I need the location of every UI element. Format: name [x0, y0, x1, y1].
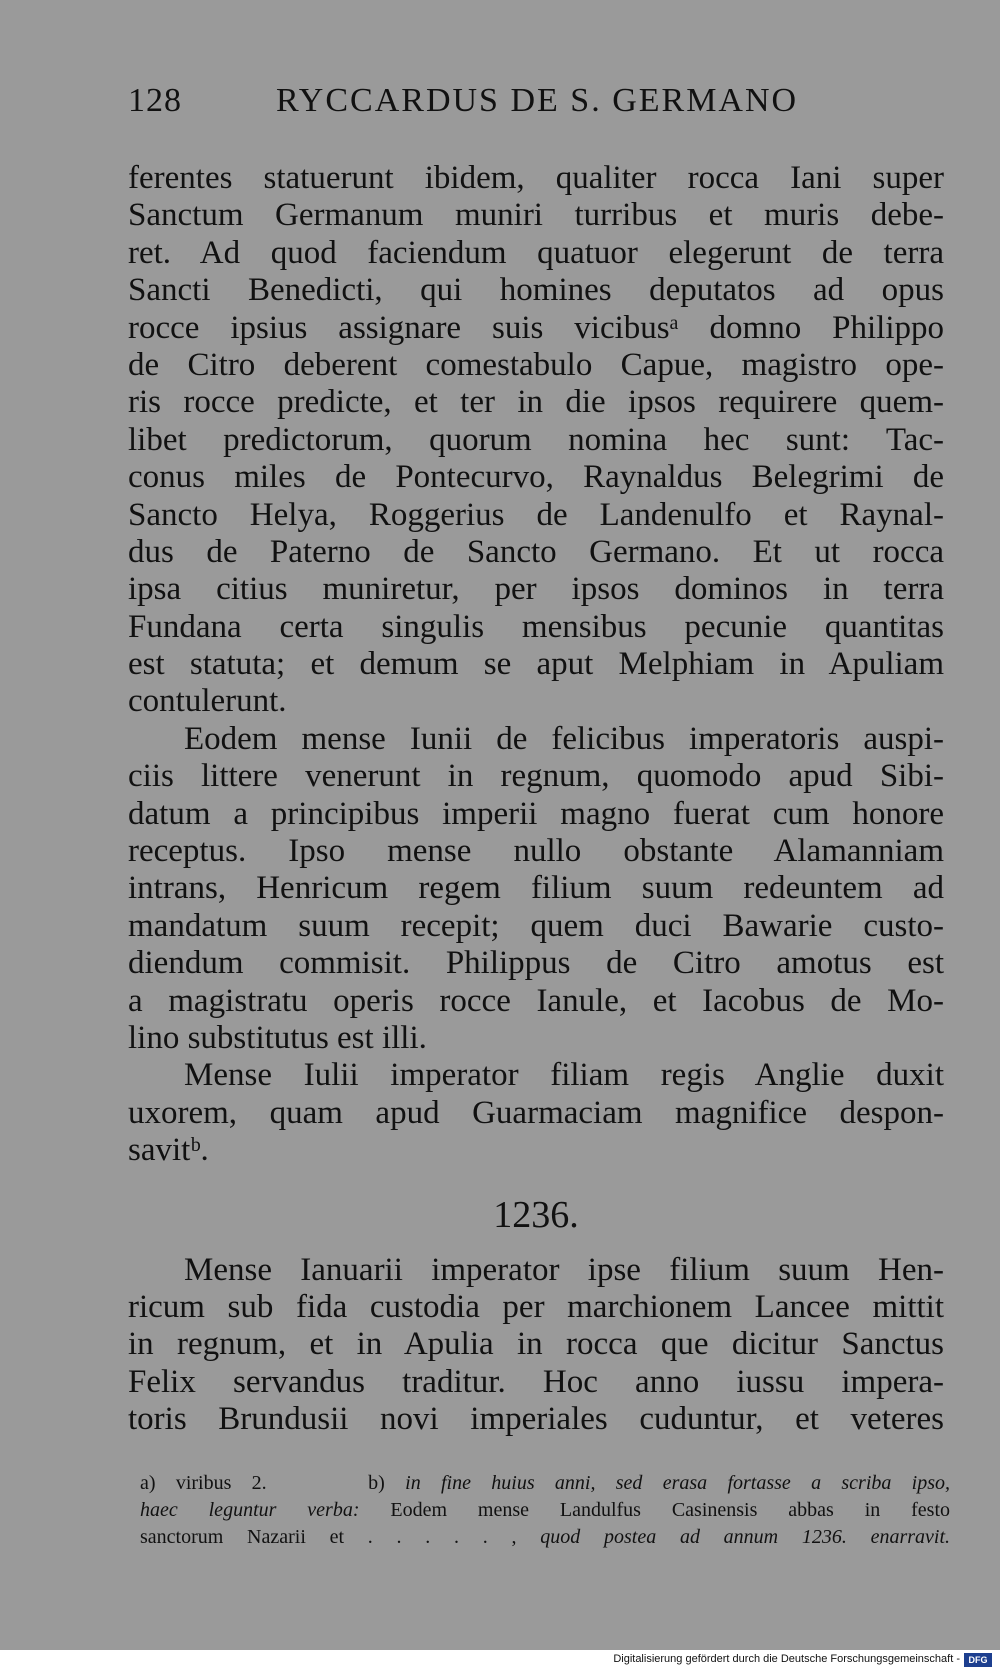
text-line: uxorem, quam apud Guarmaciam magnifice despon-	[128, 1094, 944, 1131]
text-line: ciis littere venerunt in regnum, quomodo apud Sibi-	[128, 758, 944, 795]
footnote-b-text: Eodem mense Landulfus Casinensis abbas in festo	[390, 1499, 950, 1521]
main-text	[128, 160, 944, 1439]
text-line: mandatum suum recepit; quem duci Bawarie custo-	[128, 907, 944, 944]
text-line: Sancto Helya, Roggerius de Landenulfo et Raynal-	[128, 496, 944, 533]
page-header	[128, 82, 828, 132]
footnote-b-label: b)	[368, 1472, 385, 1494]
text-line: Mense Iulii imperator filiam regis Anglie duxit	[184, 1057, 944, 1094]
footnote-line	[140, 1524, 950, 1551]
text-line: dus de Paterno de Sancto Germano. Et ut rocca	[128, 533, 944, 570]
running-head: RYCCARDUS DE S. GERMANO	[276, 82, 799, 119]
text-line: ris rocce predicte, et ter in die ipsos requirere quem-	[128, 384, 944, 421]
text-line: est statuta; et demum se aput Melphiam in Apuliam	[128, 646, 944, 683]
paragraph-4	[128, 1252, 944, 1439]
text-line: de Citro deberent comestabulo Capue, magistro ope-	[128, 346, 944, 383]
footnotes	[140, 1470, 950, 1551]
text-line: rocce ipsius assignare suis vicibusᵃ domno Philippo	[128, 309, 944, 346]
text-line: Sancti Benedicti, qui homines deputatos ad opus	[128, 272, 944, 309]
text-line: datum a principibus imperii magno fuerat cum honore	[128, 795, 944, 832]
footnote-line	[140, 1497, 950, 1524]
text-line: Sanctum Germanum muniri turribus et muris debe-	[128, 197, 944, 234]
text-line: ret. Ad quod faciendum quatuor elegerunt de terra	[128, 234, 944, 271]
text-line: intrans, Henricum regem filium suum redeuntem ad	[128, 870, 944, 907]
text-line: contulerunt.	[128, 683, 287, 720]
footnote-a: a) viribus 2.	[140, 1472, 267, 1494]
text-line: Fundana certa singulis mensibus pecunie quantitas	[128, 608, 944, 645]
text-line: in regnum, et in Apulia in rocca que dicitur Sanctus	[128, 1326, 944, 1363]
footnote-b-text: quod postea ad annum 1236. enarravit.	[540, 1526, 950, 1548]
paragraph-3	[128, 1057, 944, 1169]
text-line: Eodem mense Iunii de felicibus imperatoris auspi-	[184, 720, 944, 757]
year-heading: 1236.	[493, 1193, 579, 1236]
text-line: ferentes statuerunt ibidem, qualiter rocca Iani super	[128, 160, 944, 196]
text-line: toris Brundusii novi imperiales cuduntur, et veteres	[128, 1401, 944, 1438]
text-line: conus miles de Pontecurvo, Raynaldus Belegrimi de	[128, 459, 944, 496]
text-line: Mense Ianuarii imperator ipse filium suum Hen-	[184, 1251, 944, 1288]
footnote-line	[140, 1470, 950, 1497]
text-line: savitᵇ.	[128, 1132, 209, 1169]
dfg-logo: DFG	[964, 1653, 992, 1667]
credit-text: Digitalisierung gefördert durch die Deutsche Forschungsgemeinschaft -	[613, 1653, 960, 1665]
text-line: lino substitutus est illi.	[128, 1019, 427, 1056]
footnote-b-text: in fine huius anni, sed erasa fortasse a scriba ipso,	[405, 1472, 950, 1494]
paragraph-2	[128, 721, 944, 1058]
text-line: ricum sub fida custodia per marchionem Lancee mittit	[128, 1288, 944, 1325]
text-line: diendum commisit. Philippus de Citro amotus est	[128, 945, 944, 982]
credit-bar	[0, 1650, 1000, 1671]
footnote-b-text: haec leguntur verba:	[140, 1499, 360, 1521]
text-line: Felix servandus traditur. Hoc anno iussu impera-	[128, 1363, 944, 1400]
page-number: 128	[128, 82, 182, 119]
paragraph-1	[128, 160, 944, 721]
text-line: libet predictorum, quorum nomina hec sunt: Tac-	[128, 421, 944, 458]
text-line: receptus. Ipso mense nullo obstante Alamanniam	[128, 833, 944, 870]
text-line: ipsa citius muniretur, per ipsos dominos in terra	[128, 571, 944, 608]
text-line: a magistratu operis rocce Ianule, et Iacobus de Mo-	[128, 982, 944, 1019]
footnote-b-text: sanctorum Nazarii et . . . . . ,	[140, 1526, 517, 1548]
